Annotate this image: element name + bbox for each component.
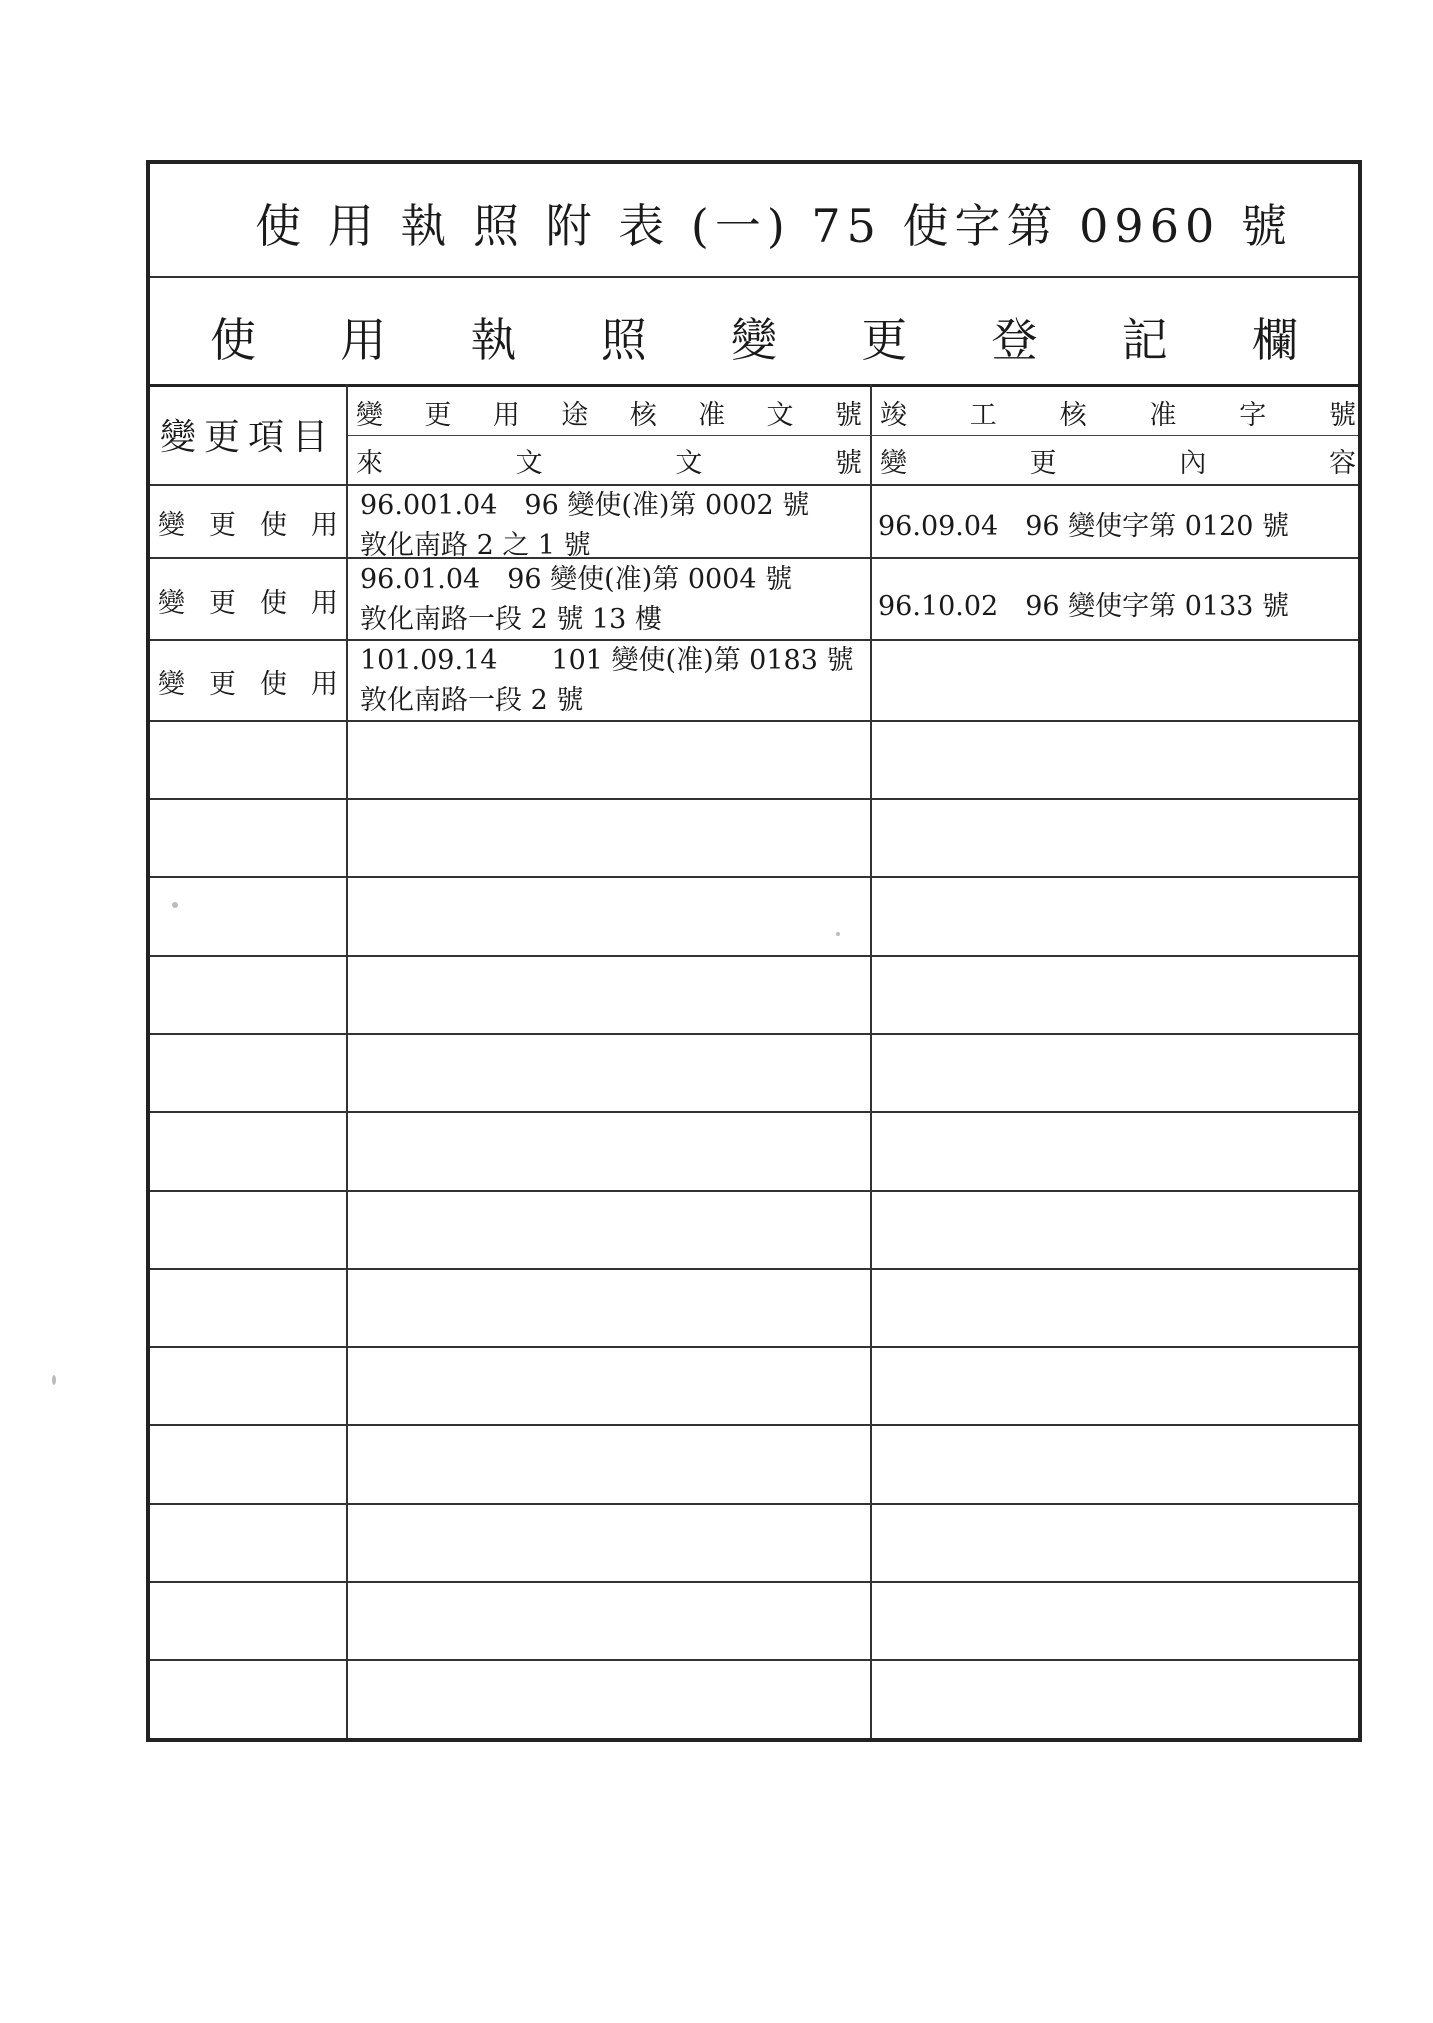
header-char: 容: [1328, 447, 1356, 479]
row-item-char: 使: [260, 509, 287, 541]
row-item: [158, 580, 338, 620]
column-header-right-bottom: [880, 440, 1356, 480]
header-char: 號: [834, 399, 862, 431]
row-item-char: 變: [158, 587, 185, 619]
header-char: 文: [766, 399, 794, 431]
section-header-char: 用: [340, 313, 387, 367]
header-char: 內: [1179, 447, 1207, 479]
header-char: 竣: [880, 399, 907, 431]
section-header-char: 執: [470, 313, 517, 367]
row-reference-line2: 敦化南路一段 2 號: [360, 685, 584, 716]
row-item-char: 變: [158, 509, 185, 541]
title-row: [150, 164, 1358, 278]
header-char: 字: [1239, 399, 1267, 431]
document-title: 使 用 執 照 附 表 (一) 75 使字第 0960 號: [255, 199, 1293, 253]
row-item-char: 更: [209, 668, 236, 700]
header-char: 准: [1149, 399, 1177, 431]
section-header-row: [150, 276, 1358, 387]
header-subdivider: [348, 435, 1358, 436]
row-completion: 96.10.02 96 變使字第 0133 號: [878, 591, 1290, 622]
row-reference-line1: 101.09.14 101 變使(准)第 0183 號: [360, 645, 854, 676]
section-header-char: 記: [1121, 313, 1168, 367]
row-reference-line2: 敦化南路一段 2 號 13 樓: [360, 604, 662, 635]
header-char: 文: [515, 447, 543, 479]
row-item-char: 用: [311, 509, 338, 541]
row-item: [158, 502, 338, 542]
row-divider: [150, 1503, 1358, 1505]
row-item-char: 更: [209, 509, 236, 541]
header-char: 更: [1029, 447, 1057, 479]
section-header-char: 使: [210, 313, 256, 367]
header-char: 變: [356, 399, 383, 431]
column-header-item: 變更項目: [159, 416, 336, 458]
section-header-char: 變: [731, 313, 777, 367]
license-table-frame: [146, 160, 1362, 1742]
section-header-char: 登: [991, 313, 1038, 367]
row-reference: [360, 560, 792, 640]
column-header-right-top: [880, 392, 1356, 432]
row-item-char: 變: [158, 668, 185, 700]
row-item: [158, 661, 338, 701]
header-char: 用: [492, 399, 520, 431]
scan-speck: [172, 902, 178, 908]
row-divider: [150, 1111, 1358, 1113]
header-char: 核: [629, 399, 657, 431]
header-char: 更: [424, 399, 452, 431]
scan-speck: [52, 1375, 56, 1385]
header-char: 號: [1328, 399, 1356, 431]
scan-speck: [836, 932, 840, 936]
row-divider: [150, 1268, 1358, 1270]
column-header-mid-top: [356, 392, 862, 432]
row-item-char: 用: [311, 668, 338, 700]
header-char: 變: [880, 447, 907, 479]
section-header-char: 照: [600, 313, 647, 367]
section-header: [210, 304, 1298, 370]
row-divider: [150, 1033, 1358, 1035]
row-divider: [150, 1190, 1358, 1192]
row-divider: [150, 1659, 1358, 1661]
header-char: 文: [675, 447, 703, 479]
column-header-mid-bottom: [356, 440, 862, 480]
section-header-char: 欄: [1252, 313, 1298, 367]
row-divider: [150, 1581, 1358, 1583]
header-char: 來: [356, 447, 383, 479]
row-reference: [360, 641, 853, 721]
row-completion: 96.09.04 96 變使字第 0120 號: [878, 511, 1290, 542]
header-char: 核: [1059, 399, 1087, 431]
row-reference: [360, 486, 809, 566]
row-item-char: 更: [209, 587, 236, 619]
row-divider: [150, 1424, 1358, 1426]
registration-grid: [150, 384, 1358, 1738]
header-char: 號: [834, 447, 862, 479]
section-header-char: 更: [861, 313, 908, 367]
header-char: 准: [698, 399, 726, 431]
row-reference-line1: 96.01.04 96 變使(准)第 0004 號: [360, 564, 793, 595]
header-char: 工: [969, 399, 997, 431]
row-reference-line2: 敦化南路 2 之 1 號: [360, 530, 591, 561]
row-item-char: 使: [260, 587, 287, 619]
column-divider: [346, 384, 348, 1738]
row-reference-line1: 96.001.04 96 變使(准)第 0002 號: [360, 490, 810, 521]
row-divider: [150, 876, 1358, 878]
row-divider: [150, 798, 1358, 800]
row-divider: [150, 1346, 1358, 1348]
column-divider: [870, 384, 872, 1738]
row-item-char: 使: [260, 668, 287, 700]
row-divider: [150, 955, 1358, 957]
header-char: 途: [561, 399, 589, 431]
row-item-char: 用: [311, 587, 338, 619]
